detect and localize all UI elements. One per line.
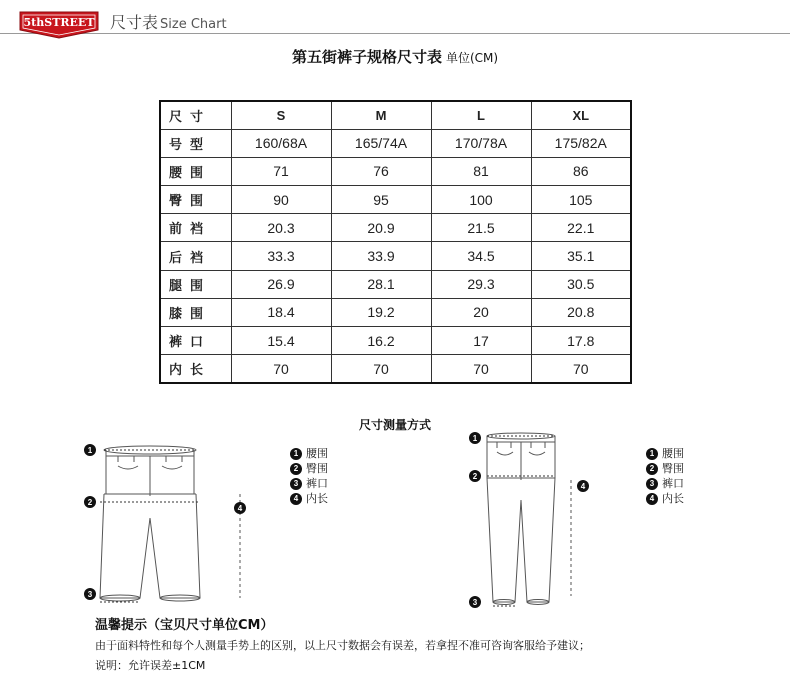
- table-row: [160, 242, 631, 270]
- legend-label: 裤口: [306, 477, 328, 490]
- table-cell: 81: [431, 157, 531, 185]
- table-row: [160, 298, 631, 326]
- marker-1: 1: [472, 434, 478, 443]
- row-label-cell: 腰围: [160, 157, 231, 185]
- legend-item: [646, 491, 684, 506]
- header-title: [110, 10, 227, 33]
- table-cell: 16.2: [331, 327, 431, 355]
- notes-line-2: 说明：允许误差±1CM: [95, 659, 206, 672]
- page-header: [0, 0, 790, 44]
- table-cell: 17.8: [531, 327, 631, 355]
- table-cell: 33.3: [231, 242, 331, 270]
- legend-number: 2: [646, 463, 658, 475]
- legend-item: [646, 476, 684, 491]
- legend-number: 4: [290, 493, 302, 505]
- marker-3: 3: [472, 598, 478, 607]
- row-label-cell: 内长: [160, 355, 231, 383]
- trousers-diagram-slim: [465, 426, 595, 616]
- table-cell: 18.4: [231, 298, 331, 326]
- table-cell: 33.9: [331, 242, 431, 270]
- table-cell: 29.3: [431, 270, 531, 298]
- table-cell: 26.9: [231, 270, 331, 298]
- notes-section: [95, 616, 590, 676]
- legend-label: 裤口: [662, 477, 684, 490]
- legend-label: 臀围: [662, 462, 684, 475]
- notes-line-1: 由于面料特性和每个人测量手势上的区别，以上尺寸数据会有误差，若拿捏不准可咨询客服给予建议；: [95, 639, 590, 652]
- marker-4: 4: [580, 482, 586, 491]
- trousers-diagram-wide: [78, 436, 253, 611]
- table-cell: 30.5: [531, 270, 631, 298]
- table-cell: 17: [431, 327, 531, 355]
- table-cell: 70: [431, 355, 531, 383]
- row-label-cell: 后裆: [160, 242, 231, 270]
- column-header: S: [231, 101, 331, 129]
- table-cell: 22.1: [531, 214, 631, 242]
- table-row: [160, 327, 631, 355]
- marker-1: 1: [87, 446, 93, 455]
- marker-3: 3: [87, 590, 93, 599]
- logo-text: 5thSTREET: [23, 16, 95, 29]
- table-cell: 170/78A: [431, 129, 531, 157]
- legend-item: [290, 476, 328, 491]
- legend-label: 臀围: [306, 462, 328, 475]
- legend-item: [290, 461, 328, 476]
- table-row: [160, 270, 631, 298]
- legend-number: 1: [646, 448, 658, 460]
- header-label-cell: 尺寸: [160, 101, 231, 129]
- column-header: L: [431, 101, 531, 129]
- notes-title: 温馨提示（宝贝尺寸单位CM）: [95, 618, 274, 633]
- table-cell: 70: [331, 355, 431, 383]
- legend-item: [646, 446, 684, 461]
- row-label-cell: 膝围: [160, 298, 231, 326]
- legend-number: 2: [290, 463, 302, 475]
- chart-unit: 单位(CM): [445, 51, 499, 65]
- row-label-cell: 前裆: [160, 214, 231, 242]
- table-row: [160, 214, 631, 242]
- header-title-cn: 尺寸表: [110, 13, 159, 32]
- table-cell: 21.5: [431, 214, 531, 242]
- table-cell: 71: [231, 157, 331, 185]
- column-header: M: [331, 101, 431, 129]
- table-cell: 100: [431, 186, 531, 214]
- table-cell: 28.1: [331, 270, 431, 298]
- row-label-cell: 腿围: [160, 270, 231, 298]
- marker-4: 4: [237, 504, 243, 513]
- chart-title: [0, 46, 790, 67]
- size-table: [159, 100, 632, 384]
- legend-item: [290, 491, 328, 506]
- legend-item: [290, 446, 328, 461]
- table-row: [160, 129, 631, 157]
- table-cell: 35.1: [531, 242, 631, 270]
- table-cell: 20.8: [531, 298, 631, 326]
- marker-2: 2: [472, 472, 478, 481]
- table-cell: 175/82A: [531, 129, 631, 157]
- table-cell: 86: [531, 157, 631, 185]
- table-cell: 160/68A: [231, 129, 331, 157]
- chart-title-text: 第五街裤子规格尺寸表: [291, 48, 442, 66]
- measure-title: 尺寸测量方式: [358, 418, 431, 432]
- table-row: [160, 355, 631, 383]
- legend-number: 1: [290, 448, 302, 460]
- table-cell: 105: [531, 186, 631, 214]
- table-cell: 20.9: [331, 214, 431, 242]
- table-cell: 165/74A: [331, 129, 431, 157]
- table-cell: 15.4: [231, 327, 331, 355]
- header-divider: [0, 33, 790, 34]
- header-title-en: Size Chart: [160, 17, 227, 32]
- table-row: [160, 186, 631, 214]
- table-cell: 70: [531, 355, 631, 383]
- row-label-cell: 号型: [160, 129, 231, 157]
- table-cell: 70: [231, 355, 331, 383]
- legend-label: 腰围: [662, 447, 684, 460]
- legend-number: 3: [646, 478, 658, 490]
- legend-left: [290, 446, 328, 506]
- legend-right: [646, 446, 684, 506]
- column-header: XL: [531, 101, 631, 129]
- row-label-cell: 臀围: [160, 186, 231, 214]
- legend-label: 内长: [306, 492, 328, 505]
- brand-logo: [18, 8, 100, 40]
- row-label-cell: 裤口: [160, 327, 231, 355]
- legend-item: [646, 461, 684, 476]
- legend-label: 内长: [662, 492, 684, 505]
- table-cell: 19.2: [331, 298, 431, 326]
- table-header-row: [160, 101, 631, 129]
- legend-label: 腰围: [306, 447, 328, 460]
- table-cell: 34.5: [431, 242, 531, 270]
- marker-2: 2: [87, 498, 93, 507]
- table-cell: 95: [331, 186, 431, 214]
- table-body: [160, 129, 631, 383]
- table-cell: 20: [431, 298, 531, 326]
- legend-number: 4: [646, 493, 658, 505]
- table-row: [160, 157, 631, 185]
- table-cell: 76: [331, 157, 431, 185]
- table-cell: 20.3: [231, 214, 331, 242]
- legend-number: 3: [290, 478, 302, 490]
- table-cell: 90: [231, 186, 331, 214]
